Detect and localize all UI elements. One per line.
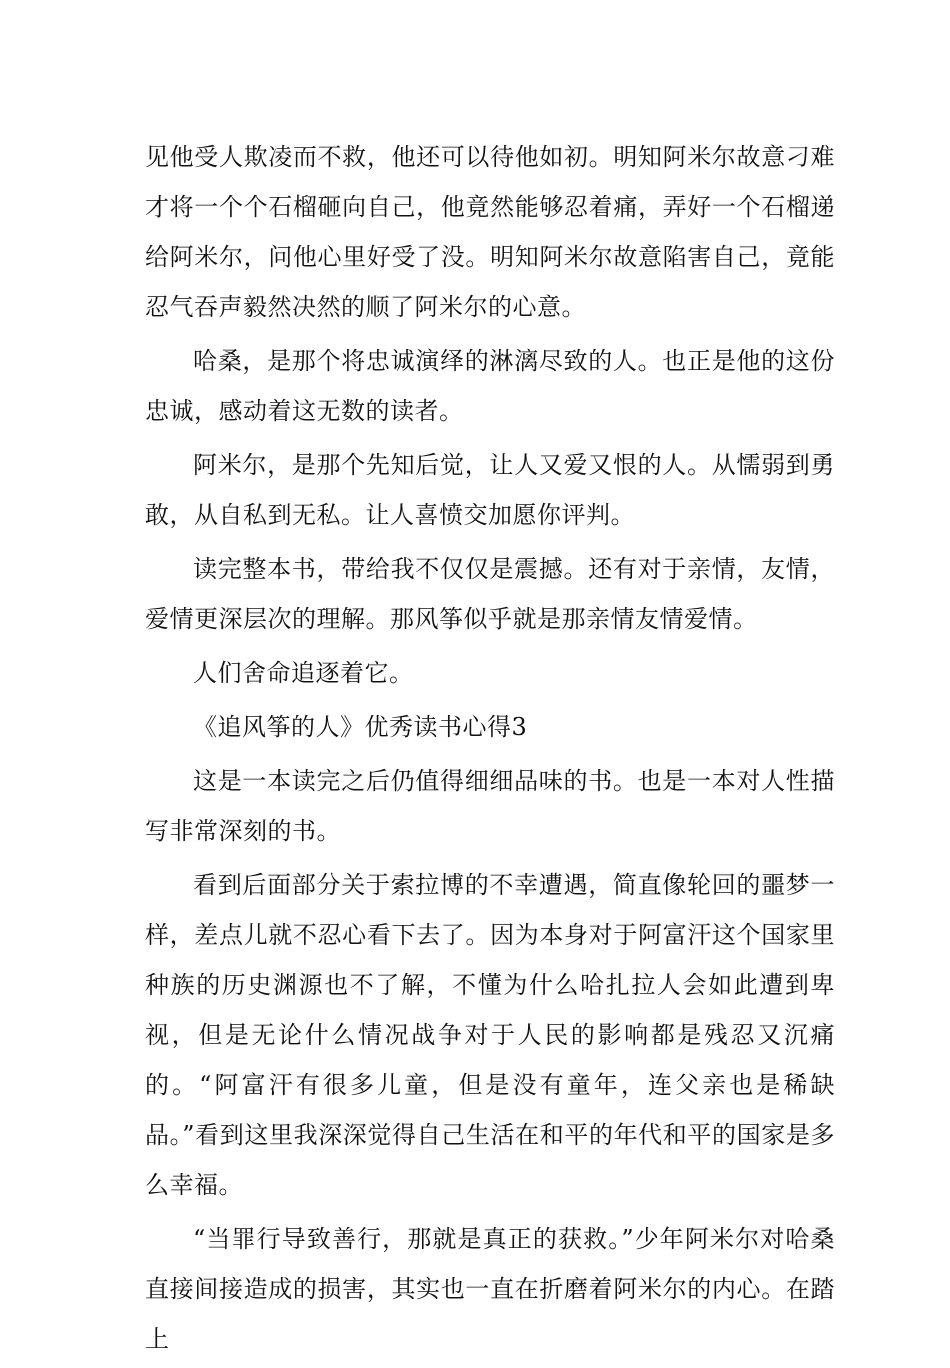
paragraph: 哈桑，是那个将忠诚演绎的淋漓尽致的人。也正是他的这份忠诚，感动着这无数的读者。	[145, 347, 835, 425]
paragraph: 人们舍命追逐着它。	[193, 659, 414, 687]
paragraph: 看到后面部分关于索拉博的不幸遭遇，简直像轮回的噩梦一样，差点儿就不忍心看下去了。因为本身对于阿富汗这个国家里种族的历史渊源也不了解，不懂为什么哈扎拉人会如此遭到卑视，但是无论什么情况战争对于人民的影响都是残忍又沉痛的。“阿富汗有很多儿童，但是没有童年，连父亲也是稀缺品。”看到这里我深深觉得自己生活在和平的年代和平的国家是多么幸福。	[145, 871, 835, 1199]
paragraph: “当罪行导致善行，那就是真正的获救。”少年阿米尔对哈桑直接间接造成的损害，其实也一直在折磨着阿米尔的内心。在踏上	[145, 1225, 835, 1353]
paragraph: 阿米尔，是那个先知后觉，让人又爱又恨的人。从懦弱到勇敢，从自私到无私。让人喜愤交加愿你评判。	[145, 451, 835, 529]
paragraph: 这是一本读完之后仍值得细细品味的书。也是一本对人性描写非常深刻的书。	[145, 767, 835, 845]
paragraph: 读完整本书，带给我不仅仅是震撼。还有对于亲情，友情，爱情更深层次的理解。那风筝似乎就是那亲情友情爱情。	[145, 555, 835, 633]
paragraph: 见他受人欺凌而不救，他还可以待他如初。明知阿米尔故意刁难才将一个个石榴砸向自己，他竟然能够忍着痛，弄好一个石榴递给阿米尔，问他心里好受了没。明知阿米尔故意陷害自己，竟能忍气吞声毅然决然的顺了阿米尔的心意。	[145, 143, 835, 321]
section-title: 《追风筝的人》优秀读书心得3	[193, 713, 528, 741]
document-body	[145, 132, 835, 1368]
